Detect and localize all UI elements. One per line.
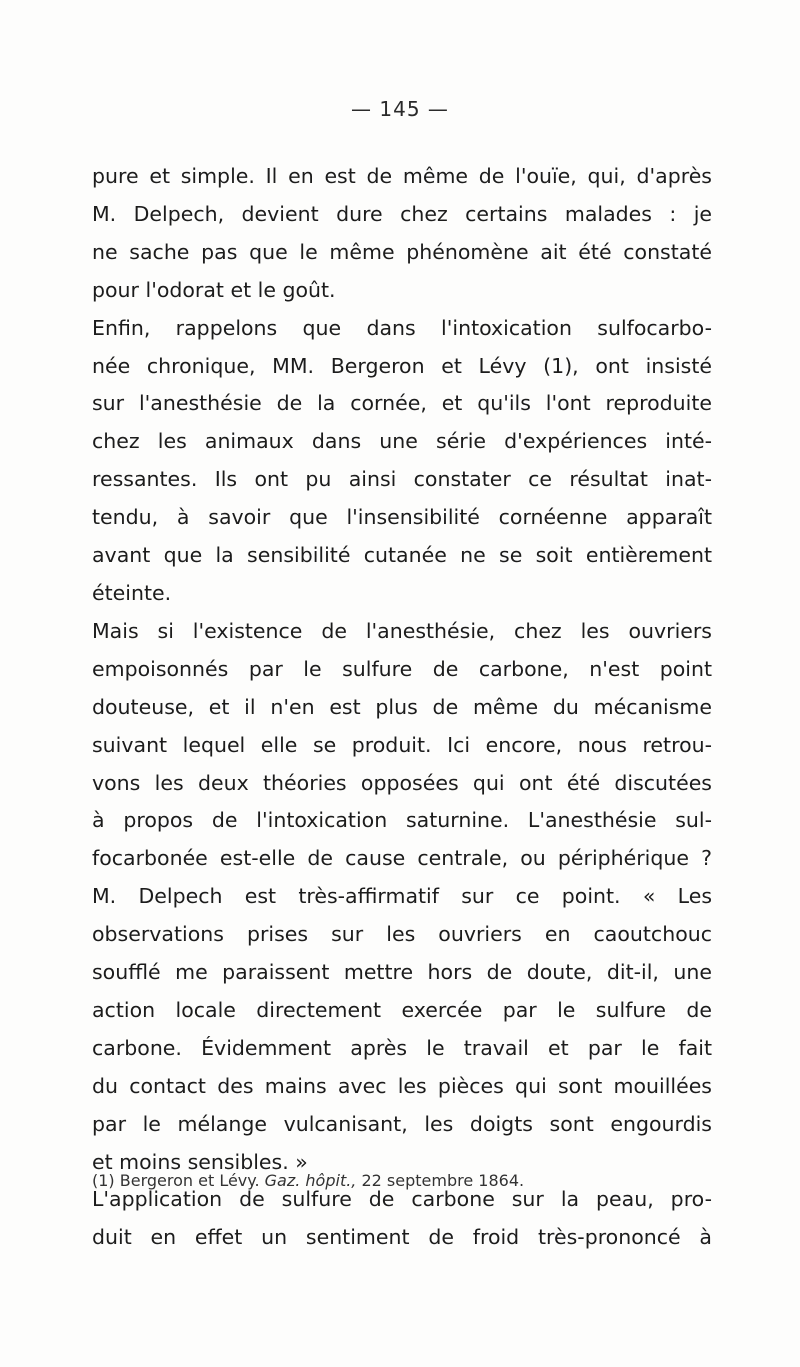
text-line: M. Delpech, devient dure chez certains malades : je [92,201,712,226]
text-line: à propos de l'intoxication saturnine. L'anesthésie sul- [92,808,712,833]
text-line: empoisonnés par le sulfure de carbone, n'est point [92,656,712,681]
text-line: vons les deux théories opposées qui ont été discutées [92,770,712,795]
text-line: M. Delpech est très-affirmatif sur ce point. « Les [92,884,712,909]
text-line: avant que la sensibilité cutanée ne se soit entièrement [92,543,712,568]
text-line: soufflé me paraissent mettre hors de doute, dit-il, une [92,960,712,985]
text-line: tendu, à savoir que l'insensibilité cornéenne apparaît [92,505,712,530]
text-line: suivant lequel elle se produit. Ici encore, nous retrou- [92,732,712,757]
text-line: Enfin, rappelons que dans l'intoxication sulfocarbo- [92,315,712,340]
text-line: née chronique, MM. Bergeron et Lévy (1), ont insisté [92,353,712,378]
text-line: éteinte. [92,580,172,605]
footnote-date: 22 septembre 1864. [361,1171,525,1190]
text-line: observations prises sur les ouvriers en caoutchouc [92,922,712,947]
text-line: focarbonée est-elle de cause centrale, ou périphérique ? [92,846,712,871]
text-line: sur l'anesthésie de la cornée, et qu'ils l'ont reproduite [92,391,712,416]
text-line: action locale directement exercée par le sulfure de [92,997,712,1022]
page-number: — 145 — [351,97,449,121]
text-line: du contact des mains avec les pièces qui sont mouillées [92,1073,712,1098]
footnote-authors: Bergeron et Lévy. [119,1171,260,1190]
text-line: L'application de sulfure de carbone sur la peau, pro- [92,1187,712,1212]
footnote [92,1170,712,1192]
footnote-journal: Gaz. hôpit., [264,1171,357,1190]
text-line: chez les animaux dans une série d'expériences inté- [92,429,712,454]
text-line: douteuse, et il n'en est plus de même du mécanisme [92,694,712,719]
body-text [92,158,712,1257]
text-line: carbone. Évidemment après le travail et par le fait [92,1035,712,1060]
footnote-marker: (1) [92,1171,115,1190]
text-line: ressantes. Ils ont pu ainsi constater ce résultat inat- [92,467,712,492]
text-line: par le mélange vulcanisant, les doigts sont engourdis [92,1111,712,1136]
text-line: pure et simple. Il en est de même de l'ouïe, qui, d'après [92,164,712,188]
text-line: Mais si l'existence de l'anesthésie, chez les ouvriers [92,618,712,643]
text-line: pour l'odorat et le goût. [92,277,336,302]
text-line: duit en effet un sentiment de froid très-prononcé à [92,1225,712,1250]
text-line: et moins sensibles. » [92,1149,308,1174]
text-line: ne sache pas que le même phénomène ait été constaté [92,239,712,264]
